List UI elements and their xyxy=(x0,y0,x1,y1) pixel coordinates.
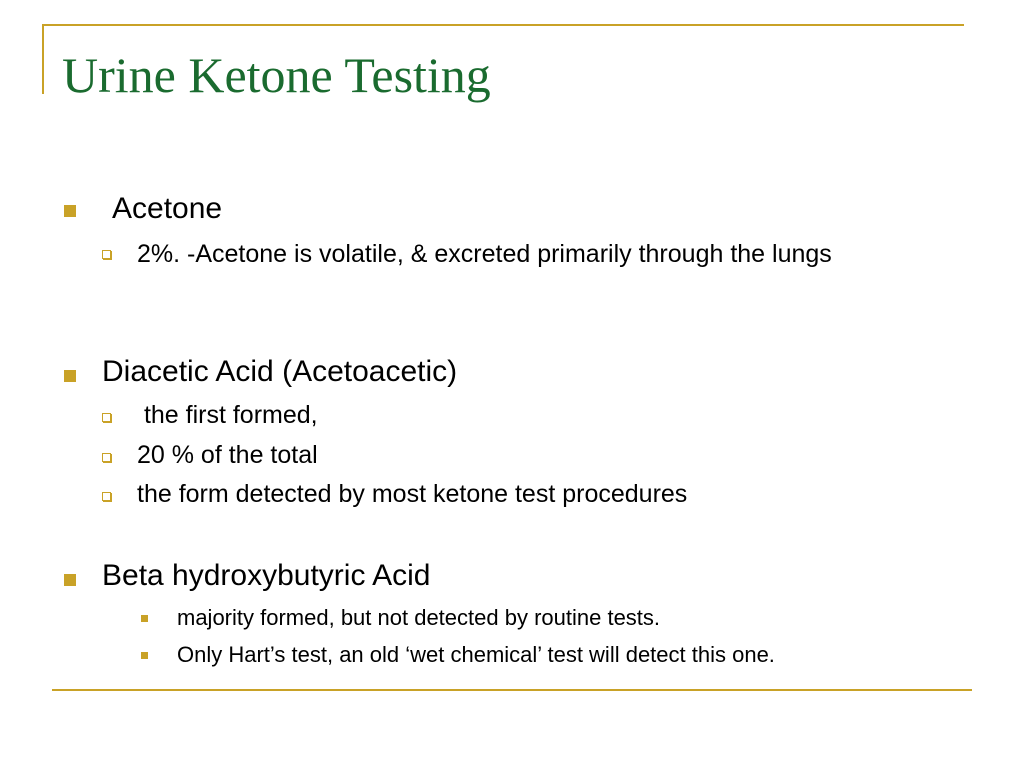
bullet-item-diacetic-acid: Diacetic Acid (Acetoacetic) xyxy=(102,355,458,388)
subitem-majority-formed: majority formed, but not detected by routine tests. xyxy=(177,605,661,630)
subitem-form-detected: the form detected by most ketone test procedures xyxy=(137,480,688,508)
square-bullet-icon xyxy=(64,574,76,586)
hollow-square-bullet-icon xyxy=(102,413,111,422)
small-square-bullet-icon xyxy=(141,652,148,659)
subitem-harts-test: Only Hart’s test, an old ‘wet chemical’ test will detect this one. xyxy=(177,642,775,667)
frame-top-line xyxy=(42,24,964,26)
frame-left-line xyxy=(42,24,44,94)
hollow-square-bullet-icon xyxy=(102,453,111,462)
frame-bottom-line xyxy=(52,689,972,691)
small-square-bullet-icon xyxy=(141,615,148,622)
square-bullet-icon xyxy=(64,370,76,382)
subitem-acetone-volatile: 2%. -Acetone is volatile, & excreted primarily through the lungs xyxy=(137,240,832,268)
hollow-square-bullet-icon xyxy=(102,492,111,501)
subitem-twenty-percent: 20 % of the total xyxy=(137,441,318,469)
slide-title: Urine Ketone Testing xyxy=(62,47,491,103)
bullet-item-beta-hydroxybutyric: Beta hydroxybutyric Acid xyxy=(102,559,431,592)
square-bullet-icon xyxy=(64,205,76,217)
bullet-item-acetone: Acetone xyxy=(112,192,223,225)
subitem-first-formed: the first formed, xyxy=(137,401,318,429)
hollow-square-bullet-icon xyxy=(102,250,111,259)
